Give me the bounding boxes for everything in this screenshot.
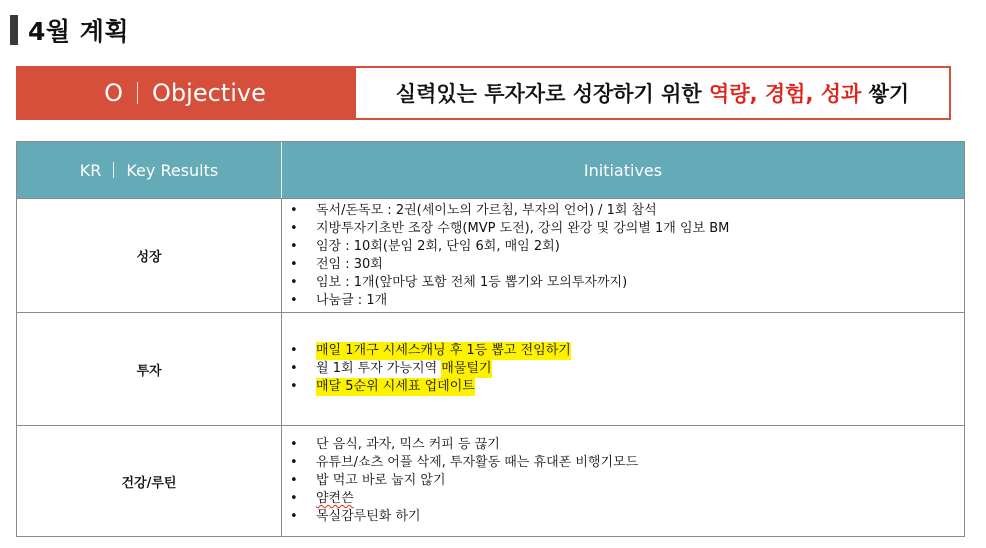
bullet-icon: • [290, 437, 298, 452]
initiatives-list [282, 313, 942, 425]
bullet-icon: • [290, 292, 298, 308]
bullet-icon: • [290, 455, 298, 470]
bullet-icon: • [290, 491, 298, 506]
key-results-table [16, 141, 965, 537]
list-item: • 임장 : 10회(분임 2회, 단임 6회, 매임 2회) [290, 238, 560, 254]
table-row-growth [17, 198, 964, 312]
objective-text-before: 실력있는 투자자로 성장하기 위한 [395, 82, 710, 106]
row-category: 건강/루틴 [17, 426, 282, 536]
header-kr-prefix: KR [79, 160, 102, 180]
list-item: • 임보 : 1개(앞마당 포함 전체 1등 뽑기와 모의투자까지) [290, 274, 628, 290]
row-category: 투자 [17, 313, 282, 425]
initiatives-list [282, 426, 942, 536]
header-kr-label: Key Results [126, 160, 219, 180]
bullet-icon: • [290, 202, 298, 218]
list-item: • 지방투자기초반 조장 수행(MVP 도전), 강의 완강 및 강의별 1개 임보 BM [290, 220, 730, 236]
highlighted-text: 매달 5순위 시세표 업데이트 [316, 379, 475, 394]
bullet-icon: • [290, 379, 298, 394]
bullet-icon: • [290, 361, 298, 376]
list-item: • 전임 : 30회 [290, 256, 383, 272]
table-header [17, 142, 964, 198]
bullet-icon: • [290, 256, 298, 272]
bullet-icon: • [290, 473, 298, 488]
table-row-investment [17, 312, 964, 425]
objective-label-box [16, 66, 354, 120]
objective-text-highlight: 역량, 경험, 성과 [709, 82, 862, 106]
list-item [282, 378, 942, 396]
objective-row [16, 66, 951, 120]
header-key-results [17, 142, 282, 198]
objective-prefix: O [104, 79, 124, 107]
list-item: • 밥 먹고 바로 눕지 않기 [290, 473, 446, 488]
bullet-icon: • [290, 343, 298, 358]
list-item: • 독서/돈독모 : 2권(세이노의 가르침, 부자의 언어) / 1회 참석 [290, 202, 657, 218]
list-item: • 유튜브/쇼츠 어플 삭제, 투자활동 때는 휴대폰 비행기모드 [290, 455, 639, 470]
header-initiatives: Initiatives [583, 160, 663, 180]
table-row-health-routine [17, 425, 964, 536]
list-item: • 얌켠쓴 [290, 491, 354, 506]
objective-separator [137, 82, 138, 104]
highlighted-text: 매물털기 [441, 361, 492, 376]
page-header [10, 14, 129, 46]
objective-text-box [354, 66, 951, 120]
bullet-icon: • [290, 238, 298, 254]
title-accent-bar [10, 15, 18, 45]
header-separator [113, 162, 114, 178]
list-item: • 나눔글 : 1개 [290, 292, 388, 308]
list-item [282, 342, 942, 360]
objective-label: Objective [152, 79, 266, 107]
initiatives-list [282, 199, 942, 312]
list-item: • 단 음식, 과자, 믹스 커피 등 끊기 [290, 437, 500, 452]
page-title: 4월 계획 [28, 17, 130, 46]
bullet-icon: • [290, 220, 298, 236]
list-item: • 목실감루틴화 하기 [290, 509, 421, 524]
bullet-icon: • [290, 274, 298, 290]
highlighted-text: 매일 1개구 시세스캐닝 후 1등 뽑고 전임하기 [316, 343, 571, 358]
row-category: 성장 [17, 199, 282, 312]
bullet-icon: • [290, 509, 298, 524]
objective-text-after: 쌓기 [861, 82, 910, 106]
list-item: • 월 1회 투자 가능지역 매물털기 [290, 361, 492, 376]
